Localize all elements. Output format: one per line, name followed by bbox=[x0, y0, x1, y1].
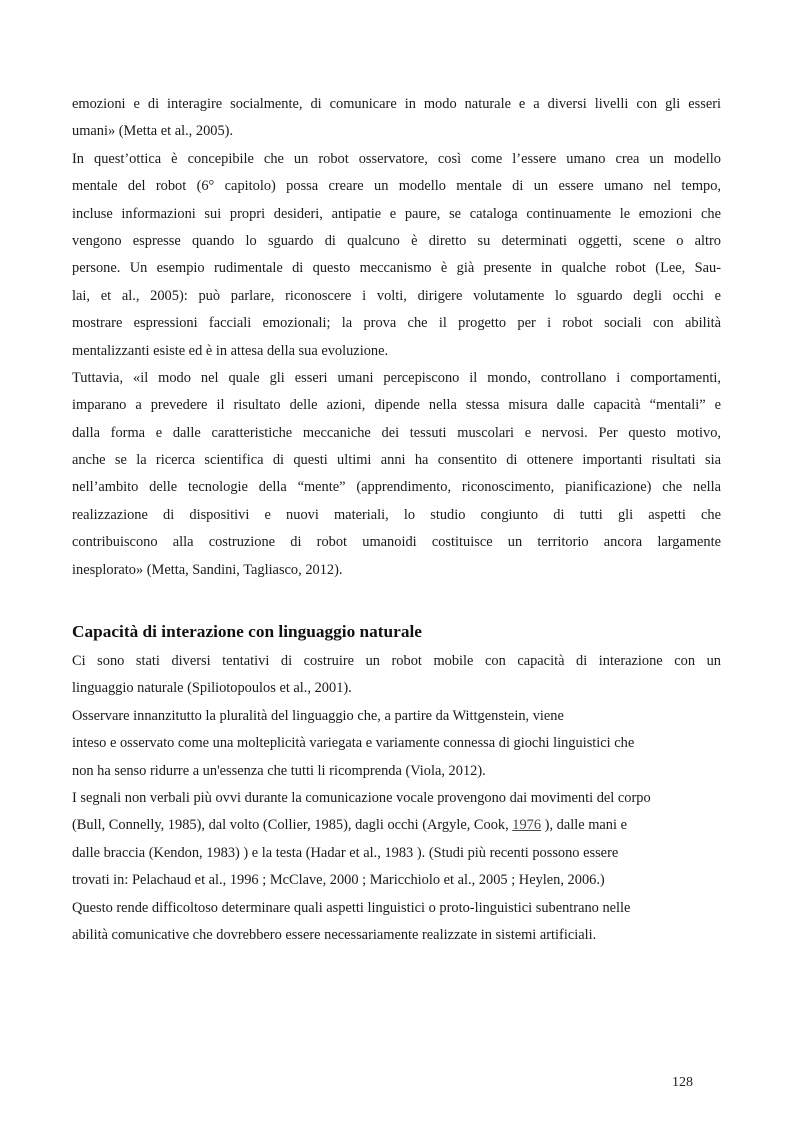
text-line: anche se la ricerca scientifica di questi ultimi anni ha consentito di ottenere importanti risultati sia bbox=[72, 452, 721, 469]
text-line: incluse informazioni sui propri desideri, antipatie e paure, se cataloga continuamente le emozioni che bbox=[72, 205, 721, 222]
text-line: abilità comunicative che dovrebbero essere necessariamente realizzate in sistemi artificiali. bbox=[72, 926, 597, 943]
text-line: inteso e osservato come una molteplicità variegata e variamente connessa di giochi linguistici che bbox=[72, 735, 635, 752]
text-line: vengono espresse quando lo sguardo di qualcuno è diretto su determinati oggetti, scene o altro bbox=[72, 232, 721, 249]
text-line: linguaggio naturale (Spiliotopoulos et al., 2001). bbox=[72, 680, 352, 697]
text-line: mentale del robot (6° capitolo) possa creare un modello mentale di un essere umano nel tempo, bbox=[72, 178, 721, 195]
text-line: mostrare espressioni facciali emozionali; la prova che il progetto per i robot sociali con abilità bbox=[72, 315, 721, 332]
text-line: Osservare innanzitutto la pluralità del linguaggio che, a partire da Wittgenstein, viene bbox=[72, 707, 564, 724]
text-line: dalle braccia (Kendon, 1983) ) e la testa (Hadar et al., 1983 ). (Studi più recenti possono essere bbox=[72, 844, 619, 861]
text-line: non ha senso ridurre a un'essenza che tutti li ricomprenda (Viola, 2012). bbox=[72, 762, 486, 779]
citation-link-1976[interactable]: 1976 bbox=[512, 817, 542, 834]
text-line: mentalizzanti esiste ed è in attesa della sua evoluzione. bbox=[72, 342, 389, 359]
page-body bbox=[72, 91, 721, 949]
text-line: contribuiscono alla costruzione di robot umanoidi costituisce un territorio ancora largamente bbox=[72, 534, 721, 551]
citation-text-after: ), dalle mani e bbox=[541, 817, 627, 834]
text-line: emozioni e di interagire socialmente, di comunicare in modo naturale e a diversi livelli con gli esseri bbox=[72, 96, 721, 112]
text-line: inesplorato» (Metta, Sandini, Tagliasco, 2012). bbox=[72, 561, 343, 578]
text-line: dalla forma e dalle caratteristiche meccaniche dei tessuti muscolari e nervosi. Per questo motivo, bbox=[72, 424, 721, 441]
text-line: In quest’ottica è concepibile che un robot osservatore, così come l’essere umano crea un modello bbox=[72, 150, 721, 167]
citation-text-before: (Bull, Connelly, 1985), dal volto (Collier, 1985), dagli occhi (Argyle, Cook, bbox=[72, 817, 513, 834]
text-line: Questo rende difficoltoso determinare quali aspetti linguistici o proto-linguistici subentrano nelle bbox=[72, 899, 631, 916]
citation-line bbox=[72, 812, 721, 839]
text-line: Ci sono stati diversi tentativi di costruire un robot mobile con capacità di interazione con un bbox=[72, 653, 721, 670]
text-line: realizzazione di dispositivi e nuovi materiali, lo studio congiunto di tutti gli aspetti che bbox=[72, 506, 721, 523]
text-line: nell’ambito delle tecnologie della “mente” (apprendimento, riconoscimento, pianificazione) che nella bbox=[72, 479, 721, 496]
page-number: 128 bbox=[672, 1075, 693, 1090]
text-line: umani» (Metta et al., 2005). bbox=[72, 123, 234, 140]
text-line: I segnali non verbali più ovvi durante la comunicazione vocale provengono dai movimenti del corpo bbox=[72, 789, 651, 806]
section-heading: Capacità di interazione con linguaggio naturale bbox=[72, 622, 422, 642]
text-line: trovati in: Pelachaud et al., 1996 ; McClave, 2000 ; Maricchiolo et al., 2005 ; Heylen, 2006.) bbox=[72, 872, 605, 889]
text-line: persone. Un esempio rudimentale di questo meccanismo è già presente in qualche robot (Lee, Sau- bbox=[72, 260, 721, 277]
text-line: lai, et al., 2005): può parlare, riconoscere i volti, dirigere volutamente lo sguardo degli occhi e bbox=[72, 287, 721, 304]
section-spacer bbox=[72, 584, 721, 618]
text-line: imparano a prevedere il risultato delle azioni, dipende nella stessa misura dalle capacità “mentali” e bbox=[72, 397, 721, 414]
text-line: Tuttavia, «il modo nel quale gli esseri umani percepiscono il mondo, controllano i comportamenti, bbox=[72, 369, 721, 386]
